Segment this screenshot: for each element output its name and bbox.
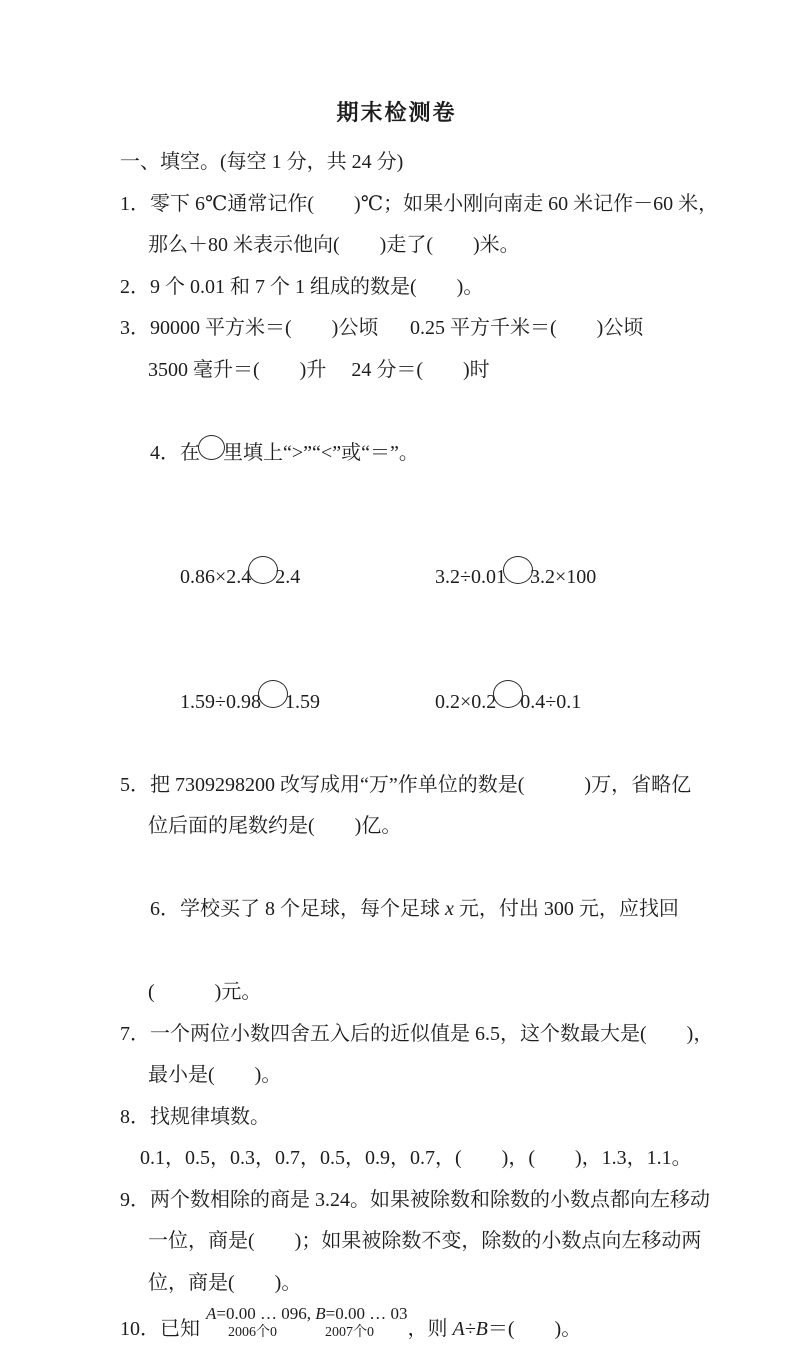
question-10 [120,1304,733,1350]
question-7-line-1: 7．一个两位小数四舍五入后的近似值是 6.5，这个数最大是( )， [120,1022,714,1045]
comparison-pair [140,516,395,641]
variable-b: B [315,1304,326,1324]
question-9-line-1: 9．两个数相除的商是 3.24。如果被除数和除数的小数点都向左移动 [120,1188,710,1211]
comparison-pair [140,640,395,765]
question-2: 2．9 个 0.01 和 7 个 1 组成的数是( )。 [120,275,484,298]
suffix-pre: ，则 [407,1317,453,1340]
question-3-conversion-1: 3．90000 平方米＝( )公顷 [120,317,379,340]
question-6-text-pre: 6．学校买了 8 个足球，每个足球 [150,898,445,921]
formula-a-value: =0.00 … 096, [216,1304,316,1324]
expression-left: 3.2÷0.01 [435,566,506,589]
comparison-circle [248,556,278,584]
comparison-circle [258,680,288,708]
expression-left: 0.86×2.4 [180,566,252,589]
question-3-line-2: 3500 毫升＝( )升 24 分＝( )时 [148,358,490,381]
question-9-line-3: 位，商是( )。 [148,1271,302,1294]
formula-expression [206,1304,407,1324]
formula-b-value: =0.00 … 03 [325,1304,408,1324]
comparison-pair [395,516,596,641]
expression-left: 0.2×0.2 [435,690,497,713]
page-title: 期末检测卷 [336,100,457,125]
expression-right: 1.59 [284,690,320,713]
expression-right: 2.4 [275,566,301,589]
question-4-header-prefix: 4．在 [150,441,200,464]
question-4-row-2 [120,640,733,765]
zero-count-label-a: 2006个0 [228,1325,277,1341]
question-5-line-2: 位后面的尾数约是( )亿。 [148,815,402,838]
variable-x: x [445,898,454,921]
question-6-line-2: ( )元。 [148,981,262,1004]
expression-a-div-b: A÷B [452,1317,488,1340]
expression-left: 1.59÷0.98 [180,690,261,713]
expression-right: 0.4÷0.1 [520,690,582,713]
comparison-circle [503,556,533,584]
question-4-row-1 [120,516,733,641]
variable-a: A [206,1304,217,1324]
question-6-line-1 [120,848,733,973]
question-1-line-2: 那么＋80 米表示他向( )走了( )米。 [148,234,520,257]
question-10-suffix [407,1309,581,1350]
question-3-conversion-2: 0.25 平方千米＝( )公顷 [410,317,644,340]
question-8-line-1: 8．找规律填数。 [120,1105,270,1128]
section-header: 一、填空。(每空 1 分，共 24 分) [120,151,404,174]
question-10-formula [206,1304,407,1341]
question-3-line-1 [120,308,733,350]
question-4-header [120,391,733,516]
comparison-circle [493,680,523,708]
paper-body [0,142,793,1350]
comparison-circle [198,435,225,460]
formula-zero-count-labels [206,1324,407,1341]
question-9-line-2: 一位，商是( )；如果被除数不变，除数的小数点向左移动两 [148,1230,702,1253]
question-5-line-1: 5．把 7309298200 改写成用“万”作单位的数是( )万，省略亿 [120,773,692,796]
question-4-header-suffix: 里填上“>”“<”或“＝”。 [223,441,419,464]
comparison-pair [395,640,581,765]
expression-right: 3.2×100 [529,566,597,589]
question-7-line-2: 最小是( )。 [148,1064,282,1087]
zero-count-label-b: 2007个0 [325,1325,374,1341]
question-8-sequence: 0.1，0.5，0.3，0.7，0.5，0.9，0.7，( )，( )，1.3，1.1。 [140,1147,692,1170]
question-6-text-post: 元，付出 300 元，应找回 [453,898,679,921]
suffix-post: ＝( )。 [487,1317,582,1340]
question-1-line-1: 1．零下 6℃通常记作( )℃；如果小刚向南走 60 米记作－60 米， [120,192,719,215]
question-10-prefix: 10．已知 [120,1317,200,1340]
